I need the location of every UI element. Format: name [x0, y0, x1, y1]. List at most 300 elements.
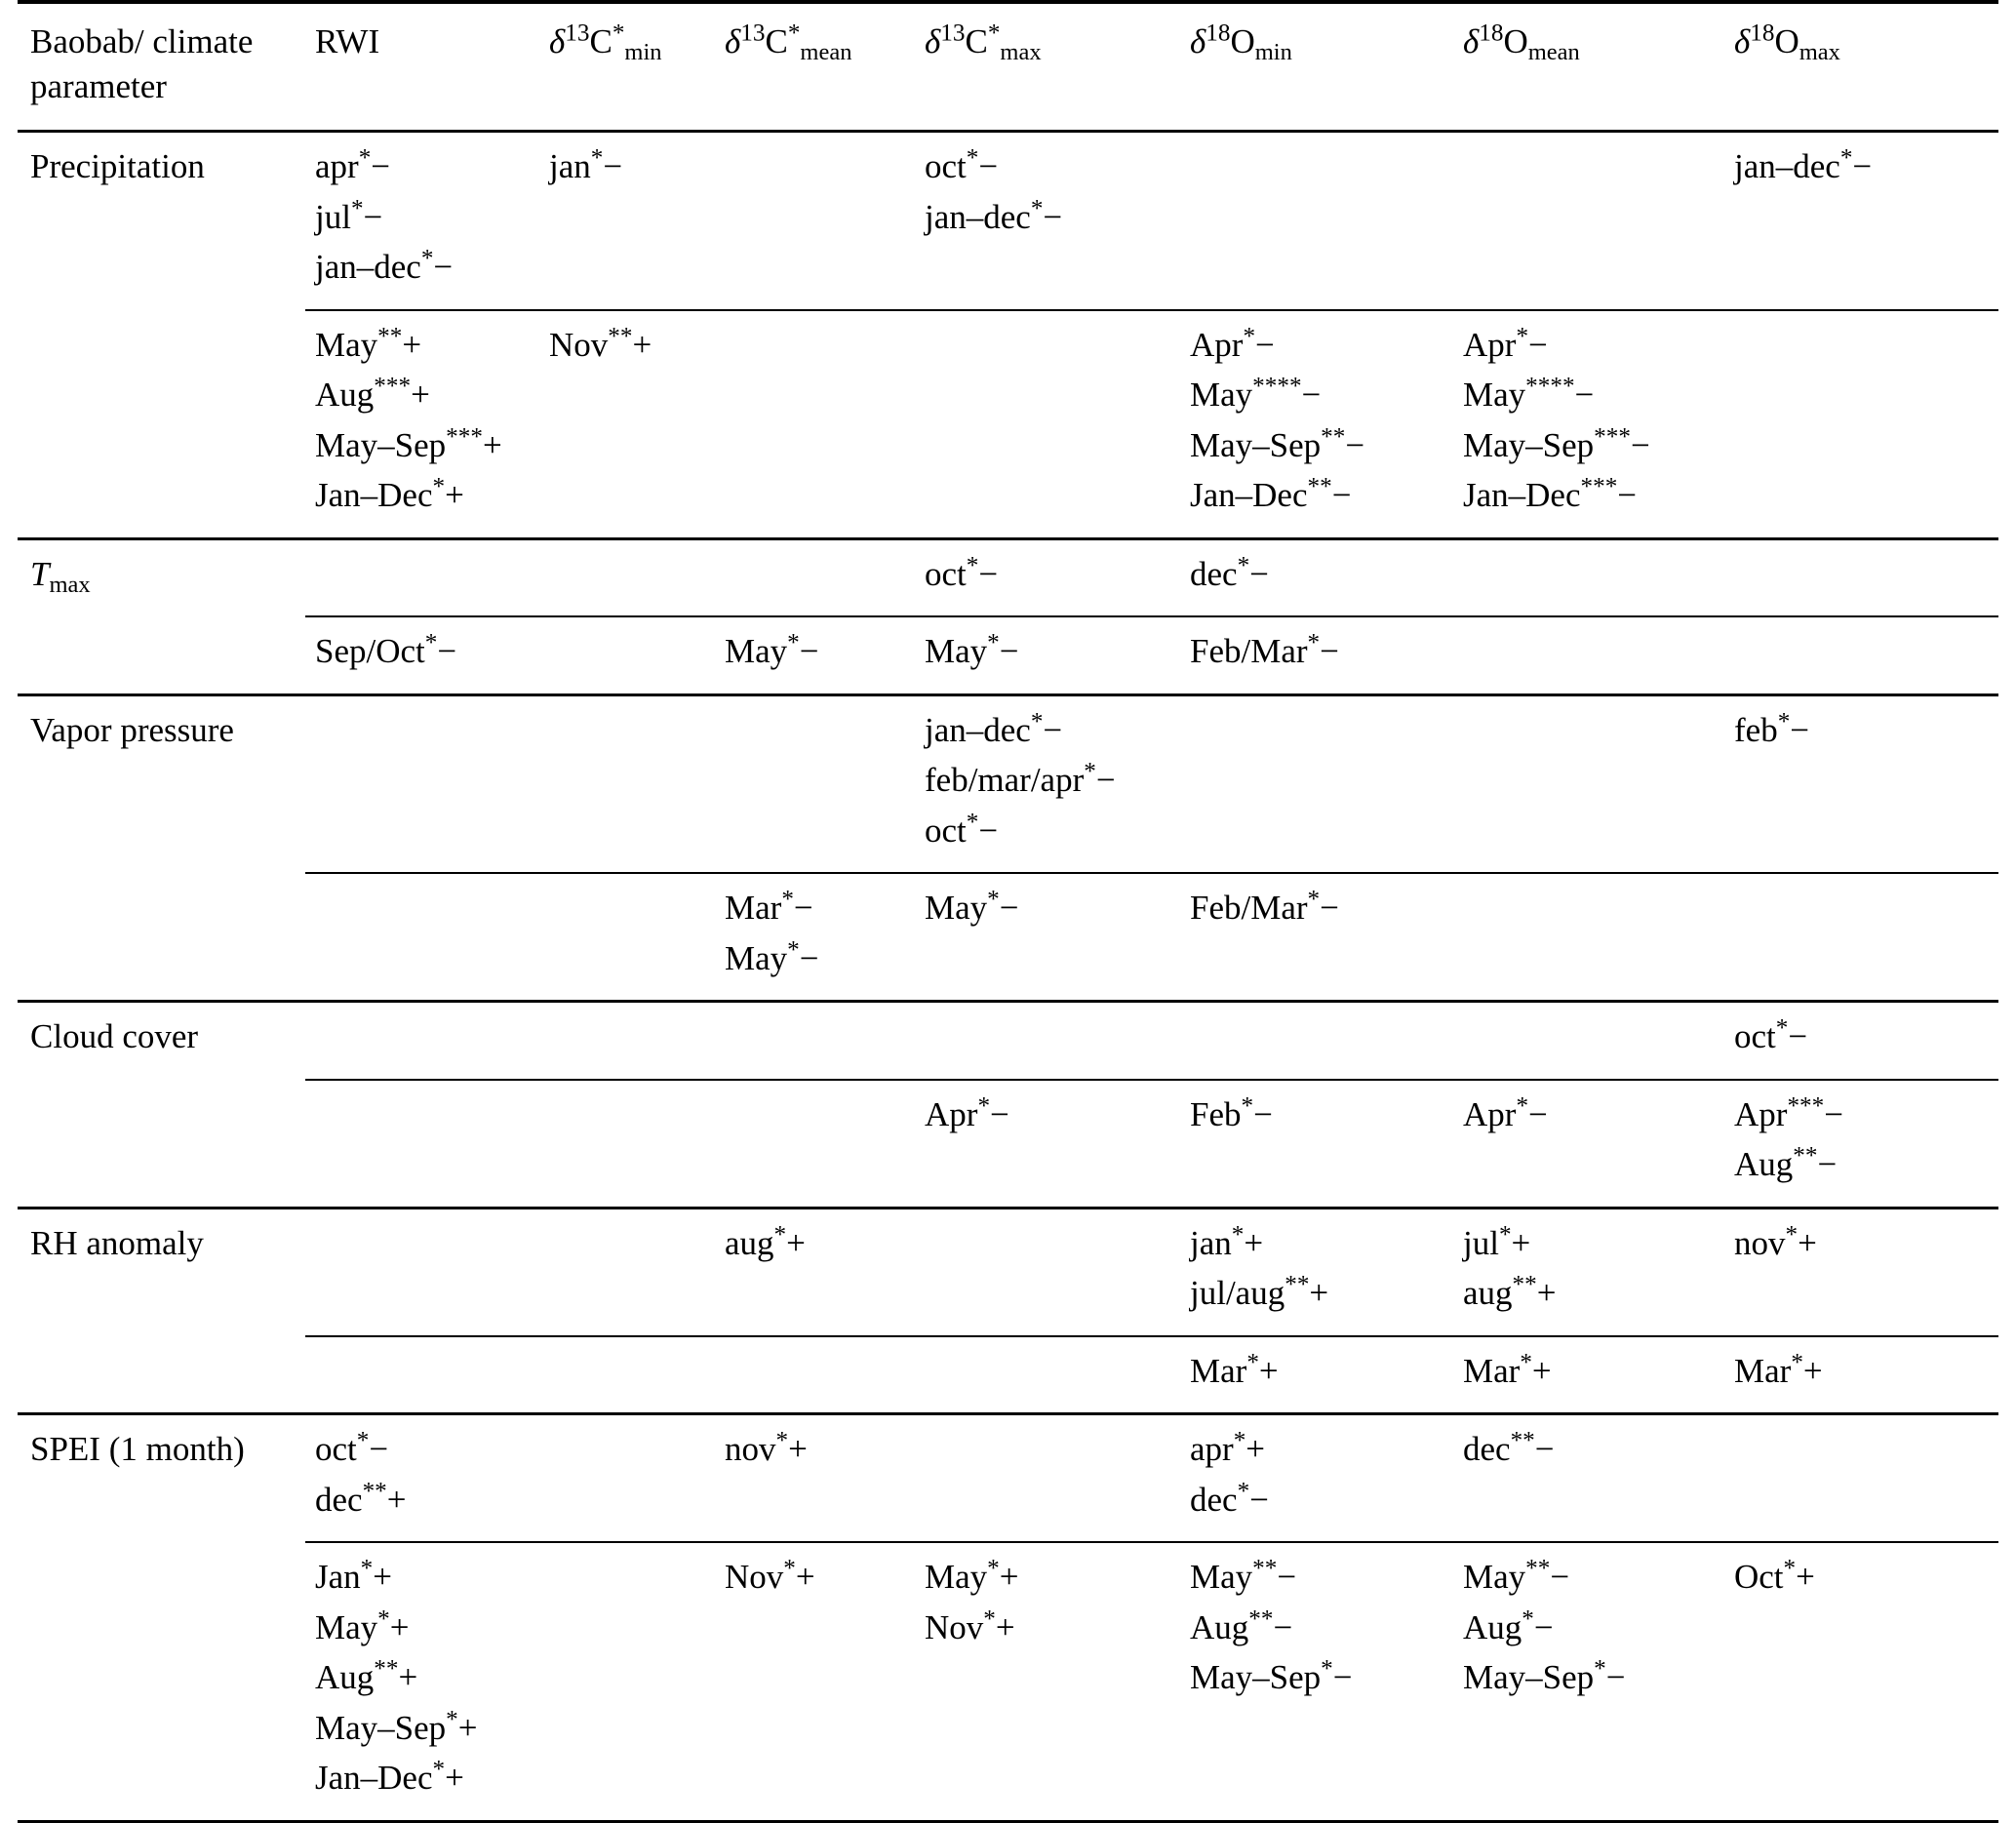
o18min-lines	[1190, 708, 1443, 753]
c13max-lines	[925, 552, 1170, 597]
cell-c13min	[539, 1002, 715, 1080]
cell-o18min	[1180, 310, 1453, 539]
cell-o18min	[1180, 616, 1453, 694]
empty-cell	[1463, 144, 1715, 189]
correlation-entry: jan–dec*−	[315, 245, 454, 286]
empty-cell	[1190, 1014, 1443, 1059]
c13mean-lines	[725, 1092, 905, 1137]
rwi-lines	[315, 708, 530, 753]
correlation-entry: Mar*+	[1734, 1348, 1823, 1390]
table-header	[18, 2, 1998, 132]
cell-o18mean	[1453, 616, 1724, 694]
cell-c13min	[539, 1208, 715, 1336]
correlation-entry: May–Sep**−	[1190, 422, 1365, 464]
correlation-entry: Aug*−	[1463, 1605, 1554, 1646]
c13min-lines	[549, 1221, 705, 1266]
cell-c13max	[915, 310, 1180, 539]
climate-correlation-table	[18, 0, 1998, 1823]
cell-c13mean	[715, 616, 915, 694]
cell-rwi	[305, 1542, 539, 1821]
empty-cell	[925, 1427, 1170, 1472]
parameter-label: Precipitation	[30, 147, 205, 185]
correlation-entry: nov*+	[1734, 1220, 1817, 1262]
empty-cell	[1463, 552, 1715, 597]
c13min-lines	[549, 552, 705, 597]
parameter-label: RH anomaly	[30, 1223, 204, 1262]
rwi-lines	[315, 1555, 530, 1801]
o18max-lines	[1734, 708, 1989, 753]
o18max-lines	[1734, 1092, 1989, 1187]
cell-c13mean	[715, 538, 915, 616]
correlation-entry: oct*−	[925, 551, 999, 593]
cell-c13max	[915, 1414, 1180, 1543]
cell-o18mean	[1453, 1542, 1724, 1821]
correlation-entry: May**−	[1190, 1555, 1297, 1596]
table-row	[18, 1336, 1998, 1414]
empty-cell	[1463, 708, 1715, 753]
empty-cell	[315, 886, 530, 931]
c13mean-lines	[725, 323, 905, 368]
o18max-lines	[1734, 1014, 1989, 1059]
correlation-entry: May*+	[925, 1555, 1019, 1596]
empty-cell	[315, 708, 530, 753]
isotope-label: $\delta^{18}O_{min}$	[1190, 20, 1292, 65]
c13mean-lines	[725, 886, 905, 980]
correlation-entry: jan–dec*−	[1734, 144, 1873, 185]
o18min-lines	[1190, 144, 1443, 189]
cell-c13mean	[715, 1414, 915, 1543]
column-header-o18mean	[1453, 2, 1724, 132]
correlation-entry: Aug**−	[1734, 1142, 1838, 1183]
o18max-lines	[1734, 1221, 1989, 1266]
correlation-entry: dec**+	[315, 1477, 407, 1519]
correlation-entry: May–Sep***+	[315, 422, 502, 464]
c13mean-lines	[725, 708, 905, 753]
correlation-entry: feb*−	[1734, 707, 1810, 749]
cell-o18max	[1724, 1336, 1998, 1414]
cell-rwi	[305, 538, 539, 616]
cell-c13min	[539, 310, 715, 539]
parameter-label-cell	[18, 1542, 305, 1821]
c13max-lines	[925, 886, 1170, 931]
correlation-entry: Jan–Dec*+	[315, 473, 464, 514]
o18min-lines	[1190, 1555, 1443, 1700]
rwi-lines	[315, 1221, 530, 1266]
c13min-lines	[549, 629, 705, 674]
parameter-label-cell	[18, 694, 305, 873]
c13min-lines	[549, 1555, 705, 1600]
c13mean-lines	[725, 1427, 905, 1472]
column-header-rwi: RWI	[305, 2, 539, 132]
cell-rwi	[305, 310, 539, 539]
correlation-entry: May–Sep*+	[315, 1705, 478, 1747]
correlation-entry: jan–dec*−	[925, 194, 1063, 236]
o18mean-lines	[1463, 323, 1715, 518]
parameter-label: SPEI (1 month)	[30, 1430, 245, 1468]
table-row	[18, 310, 1998, 539]
cell-c13mean	[715, 310, 915, 539]
correlation-entry: May–Sep***−	[1463, 422, 1650, 464]
bottom-rule-cell	[18, 1821, 1998, 1823]
empty-cell	[1734, 1427, 1989, 1472]
correlation-entry: Aug**+	[315, 1655, 418, 1696]
o18mean-lines	[1463, 1555, 1715, 1700]
cell-o18mean	[1453, 873, 1724, 1002]
correlation-entry: aug**+	[1463, 1271, 1557, 1312]
table-row	[18, 694, 1998, 873]
c13mean-lines	[725, 1555, 905, 1600]
empty-cell	[1463, 886, 1715, 931]
o18min-lines	[1190, 886, 1443, 931]
empty-cell	[549, 708, 705, 753]
cell-c13min	[539, 1336, 715, 1414]
c13max-lines	[925, 144, 1170, 239]
correlation-entry: jul*+	[1463, 1220, 1531, 1262]
o18max-lines	[1734, 1427, 1989, 1472]
column-header-c13max	[915, 2, 1180, 132]
cell-o18max	[1724, 310, 1998, 539]
o18max-lines	[1734, 144, 1989, 189]
correlation-entry: Mar*−	[725, 886, 813, 927]
table-bottom-rule	[18, 1821, 1998, 1823]
correlation-entry: Jan–Dec***−	[1463, 473, 1638, 514]
correlation-entry: Apr*−	[1463, 1091, 1548, 1133]
cell-c13min	[539, 873, 715, 1002]
correlation-entry: Mar*+	[1463, 1348, 1552, 1390]
correlation-entry: oct*−	[925, 808, 999, 850]
c13max-lines	[925, 1555, 1170, 1649]
o18max-lines	[1734, 629, 1989, 674]
correlation-entry: apr*−	[315, 144, 391, 185]
cell-c13mean	[715, 132, 915, 310]
correlation-entry: Feb/Mar*−	[1190, 886, 1339, 927]
c13max-lines	[925, 1221, 1170, 1266]
parameter-label-cell	[18, 1336, 305, 1414]
correlation-entry: May*+	[315, 1605, 410, 1646]
empty-cell	[549, 629, 705, 674]
o18mean-lines	[1463, 144, 1715, 189]
rwi-lines	[315, 1092, 530, 1137]
empty-cell	[549, 552, 705, 597]
empty-cell	[725, 1349, 905, 1394]
empty-cell	[1463, 1014, 1715, 1059]
correlation-entry: dec*−	[1190, 1477, 1269, 1519]
cell-rwi	[305, 616, 539, 694]
c13max-lines	[925, 1092, 1170, 1137]
cell-o18max	[1724, 1002, 1998, 1080]
o18min-lines	[1190, 1014, 1443, 1059]
correlation-entry: Jan–Dec*+	[315, 1756, 464, 1797]
c13max-lines	[925, 1427, 1170, 1472]
cell-rwi	[305, 1414, 539, 1543]
cell-o18mean	[1453, 1414, 1724, 1543]
isotope-label: $\delta^{13}C^*_{max}$	[925, 20, 1042, 65]
empty-cell	[315, 552, 530, 597]
header-row	[18, 2, 1998, 132]
correlation-entry: Jan–Dec**−	[1190, 473, 1352, 514]
correlation-entry: Feb*−	[1190, 1091, 1273, 1133]
empty-cell	[925, 1014, 1170, 1059]
o18max-lines	[1734, 1555, 1989, 1600]
table-row	[18, 1414, 1998, 1543]
c13min-lines	[549, 323, 705, 368]
cell-c13mean	[715, 1336, 915, 1414]
c13mean-lines	[725, 1349, 905, 1394]
rwi-lines	[315, 629, 530, 674]
c13max-lines	[925, 708, 1170, 853]
correlation-entry: jul/aug**+	[1190, 1271, 1329, 1312]
cell-o18min	[1180, 1208, 1453, 1336]
correlation-entry: oct*−	[1734, 1014, 1808, 1055]
cell-o18min	[1180, 1542, 1453, 1821]
cell-c13mean	[715, 873, 915, 1002]
correlation-entry: May**+	[315, 322, 422, 364]
cell-o18max	[1724, 1414, 1998, 1543]
o18mean-lines	[1463, 1427, 1715, 1472]
rwi-lines	[315, 144, 530, 290]
empty-cell	[925, 1221, 1170, 1266]
correlation-entry: nov*+	[725, 1427, 808, 1468]
o18mean-lines	[1463, 552, 1715, 597]
cell-c13min	[539, 1542, 715, 1821]
isotope-label: $\delta^{18}O_{mean}$	[1463, 20, 1580, 65]
c13min-lines	[549, 144, 705, 189]
correlation-entry: jan–dec*−	[925, 707, 1063, 749]
cell-o18mean	[1453, 538, 1724, 616]
correlation-entry: Apr*−	[925, 1091, 1009, 1133]
c13mean-lines	[725, 552, 905, 597]
parameter-label: Cloud cover	[30, 1017, 199, 1055]
correlation-entry: Aug***+	[315, 373, 430, 414]
cell-o18max	[1724, 132, 1998, 310]
cell-o18max	[1724, 538, 1998, 616]
empty-cell	[1190, 708, 1443, 753]
o18min-lines	[1190, 323, 1443, 518]
table-row	[18, 1542, 1998, 1821]
o18min-lines	[1190, 1427, 1443, 1522]
cell-rwi	[305, 132, 539, 310]
cell-o18max	[1724, 1542, 1998, 1821]
o18min-lines	[1190, 629, 1443, 674]
c13max-lines	[925, 629, 1170, 674]
correlation-entry: Nov*+	[925, 1605, 1015, 1646]
o18min-lines	[1190, 1349, 1443, 1394]
cell-o18max	[1724, 873, 1998, 1002]
empty-cell	[1734, 629, 1989, 674]
cell-o18min	[1180, 873, 1453, 1002]
rwi-lines	[315, 552, 530, 597]
o18min-lines	[1190, 552, 1443, 597]
o18mean-lines	[1463, 1014, 1715, 1059]
cell-c13min	[539, 694, 715, 873]
cell-c13mean	[715, 1080, 915, 1209]
empty-cell	[725, 1014, 905, 1059]
correlation-entry: dec**−	[1463, 1427, 1555, 1468]
correlation-entry: apr*+	[1190, 1427, 1266, 1468]
cell-o18mean	[1453, 132, 1724, 310]
empty-cell	[1734, 323, 1989, 368]
correlation-entry: May****−	[1463, 373, 1595, 414]
cell-c13max	[915, 873, 1180, 1002]
empty-cell	[549, 1092, 705, 1137]
correlation-entry: Nov*+	[725, 1555, 815, 1596]
cell-c13min	[539, 538, 715, 616]
c13max-lines	[925, 323, 1170, 368]
correlation-entry: Apr***−	[1734, 1091, 1843, 1133]
o18mean-lines	[1463, 629, 1715, 674]
column-header-o18min	[1180, 2, 1453, 132]
empty-cell	[725, 144, 905, 189]
correlation-entry: jan*−	[549, 144, 623, 185]
correlation-entry: Aug**−	[1190, 1605, 1293, 1646]
o18min-lines	[1190, 1221, 1443, 1316]
cell-c13max	[915, 1002, 1180, 1080]
empty-cell	[549, 1555, 705, 1600]
table-body	[18, 132, 1998, 1823]
correlation-entry: Jan*+	[315, 1555, 392, 1596]
cell-c13max	[915, 538, 1180, 616]
parameter-label-cell	[18, 616, 305, 694]
cell-c13max	[915, 1080, 1180, 1209]
o18mean-lines	[1463, 708, 1715, 753]
empty-cell	[725, 708, 905, 753]
cell-c13min	[539, 616, 715, 694]
correlation-entry: dec*−	[1190, 551, 1269, 593]
cell-o18mean	[1453, 310, 1724, 539]
correlation-entry: Nov**+	[549, 322, 652, 364]
cell-o18mean	[1453, 694, 1724, 873]
parameter-label-cell	[18, 1414, 305, 1543]
table-row	[18, 1208, 1998, 1336]
correlation-entry: May*−	[925, 629, 1019, 670]
cell-o18mean	[1453, 1002, 1724, 1080]
cell-c13min	[539, 1414, 715, 1543]
rwi-lines	[315, 323, 530, 518]
c13mean-lines	[725, 1221, 905, 1266]
correlation-entry: oct*−	[315, 1427, 389, 1468]
rwi-lines	[315, 1349, 530, 1394]
isotope-label: $\delta^{13}C^*_{mean}$	[725, 20, 852, 65]
cell-c13mean	[715, 1002, 915, 1080]
c13min-lines	[549, 708, 705, 753]
empty-cell	[549, 1427, 705, 1472]
cell-rwi	[305, 873, 539, 1002]
cell-rwi	[305, 1002, 539, 1080]
c13mean-lines	[725, 1014, 905, 1059]
isotope-label: $\delta^{13}C^*_{min}$	[549, 20, 662, 65]
empty-cell	[549, 886, 705, 931]
o18mean-lines	[1463, 1092, 1715, 1137]
table-row	[18, 1080, 1998, 1209]
rwi-lines	[315, 1014, 530, 1059]
cell-c13min	[539, 132, 715, 310]
cell-o18mean	[1453, 1208, 1724, 1336]
cell-c13max	[915, 616, 1180, 694]
c13min-lines	[549, 1349, 705, 1394]
correlation-entry: Apr*−	[1190, 322, 1275, 364]
empty-cell	[315, 1092, 530, 1137]
c13min-lines	[549, 1092, 705, 1137]
parameter-label-cell	[18, 132, 305, 310]
cell-o18max	[1724, 1208, 1998, 1336]
table-row	[18, 1002, 1998, 1080]
parameter-label-cell	[18, 310, 305, 539]
empty-cell	[925, 323, 1170, 368]
correlation-entry: May**−	[1463, 1555, 1570, 1596]
cell-c13mean	[715, 1208, 915, 1336]
correlation-entry: Sep/Oct*−	[315, 629, 457, 670]
correlation-entry: feb/mar/apr*−	[925, 758, 1116, 799]
cell-rwi	[305, 1080, 539, 1209]
o18min-lines	[1190, 1092, 1443, 1137]
cell-o18min	[1180, 132, 1453, 310]
cell-c13max	[915, 1542, 1180, 1821]
parameter-label: $T_{max}$	[30, 554, 91, 598]
empty-cell	[925, 1349, 1170, 1394]
cell-rwi	[305, 1208, 539, 1336]
correlation-entry: oct*−	[925, 144, 999, 185]
cell-o18min	[1180, 1002, 1453, 1080]
isotope-label: $\delta^{18}O_{max}$	[1734, 20, 1840, 65]
table-row	[18, 873, 1998, 1002]
cell-c13max	[915, 1208, 1180, 1336]
empty-cell	[315, 1221, 530, 1266]
correlation-entry: Mar*+	[1190, 1348, 1279, 1390]
o18mean-lines	[1463, 1221, 1715, 1316]
column-header-o18max	[1724, 2, 1998, 132]
table-row	[18, 132, 1998, 310]
cell-o18max	[1724, 1080, 1998, 1209]
empty-cell	[1463, 629, 1715, 674]
o18max-lines	[1734, 323, 1989, 368]
cell-o18min	[1180, 1414, 1453, 1543]
correlation-entry: Apr*−	[1463, 322, 1548, 364]
c13mean-lines	[725, 144, 905, 189]
cell-o18min	[1180, 538, 1453, 616]
c13mean-lines	[725, 629, 905, 674]
correlation-entry: May–Sep*−	[1190, 1655, 1353, 1696]
cell-o18min	[1180, 1080, 1453, 1209]
cell-o18min	[1180, 1336, 1453, 1414]
empty-cell	[549, 1221, 705, 1266]
table-row	[18, 538, 1998, 616]
empty-cell	[549, 1349, 705, 1394]
cell-c13mean	[715, 1542, 915, 1821]
c13min-lines	[549, 1014, 705, 1059]
empty-cell	[549, 1014, 705, 1059]
c13min-lines	[549, 886, 705, 931]
rwi-lines	[315, 886, 530, 931]
cell-o18max	[1724, 616, 1998, 694]
o18max-lines	[1734, 552, 1989, 597]
cell-o18mean	[1453, 1336, 1724, 1414]
table-row	[18, 616, 1998, 694]
cell-o18min	[1180, 694, 1453, 873]
parameter-label-cell	[18, 538, 305, 616]
cell-o18max	[1724, 694, 1998, 873]
empty-cell	[725, 323, 905, 368]
correlation-entry: Oct*+	[1734, 1555, 1815, 1596]
parameter-label-cell	[18, 1208, 305, 1336]
cell-rwi	[305, 694, 539, 873]
rwi-lines	[315, 1427, 530, 1522]
o18mean-lines	[1463, 1349, 1715, 1394]
correlation-entry: aug*+	[725, 1220, 806, 1262]
c13min-lines	[549, 1427, 705, 1472]
column-header-c13mean	[715, 2, 915, 132]
correlation-entry: May*−	[925, 886, 1019, 927]
empty-cell	[315, 1349, 530, 1394]
